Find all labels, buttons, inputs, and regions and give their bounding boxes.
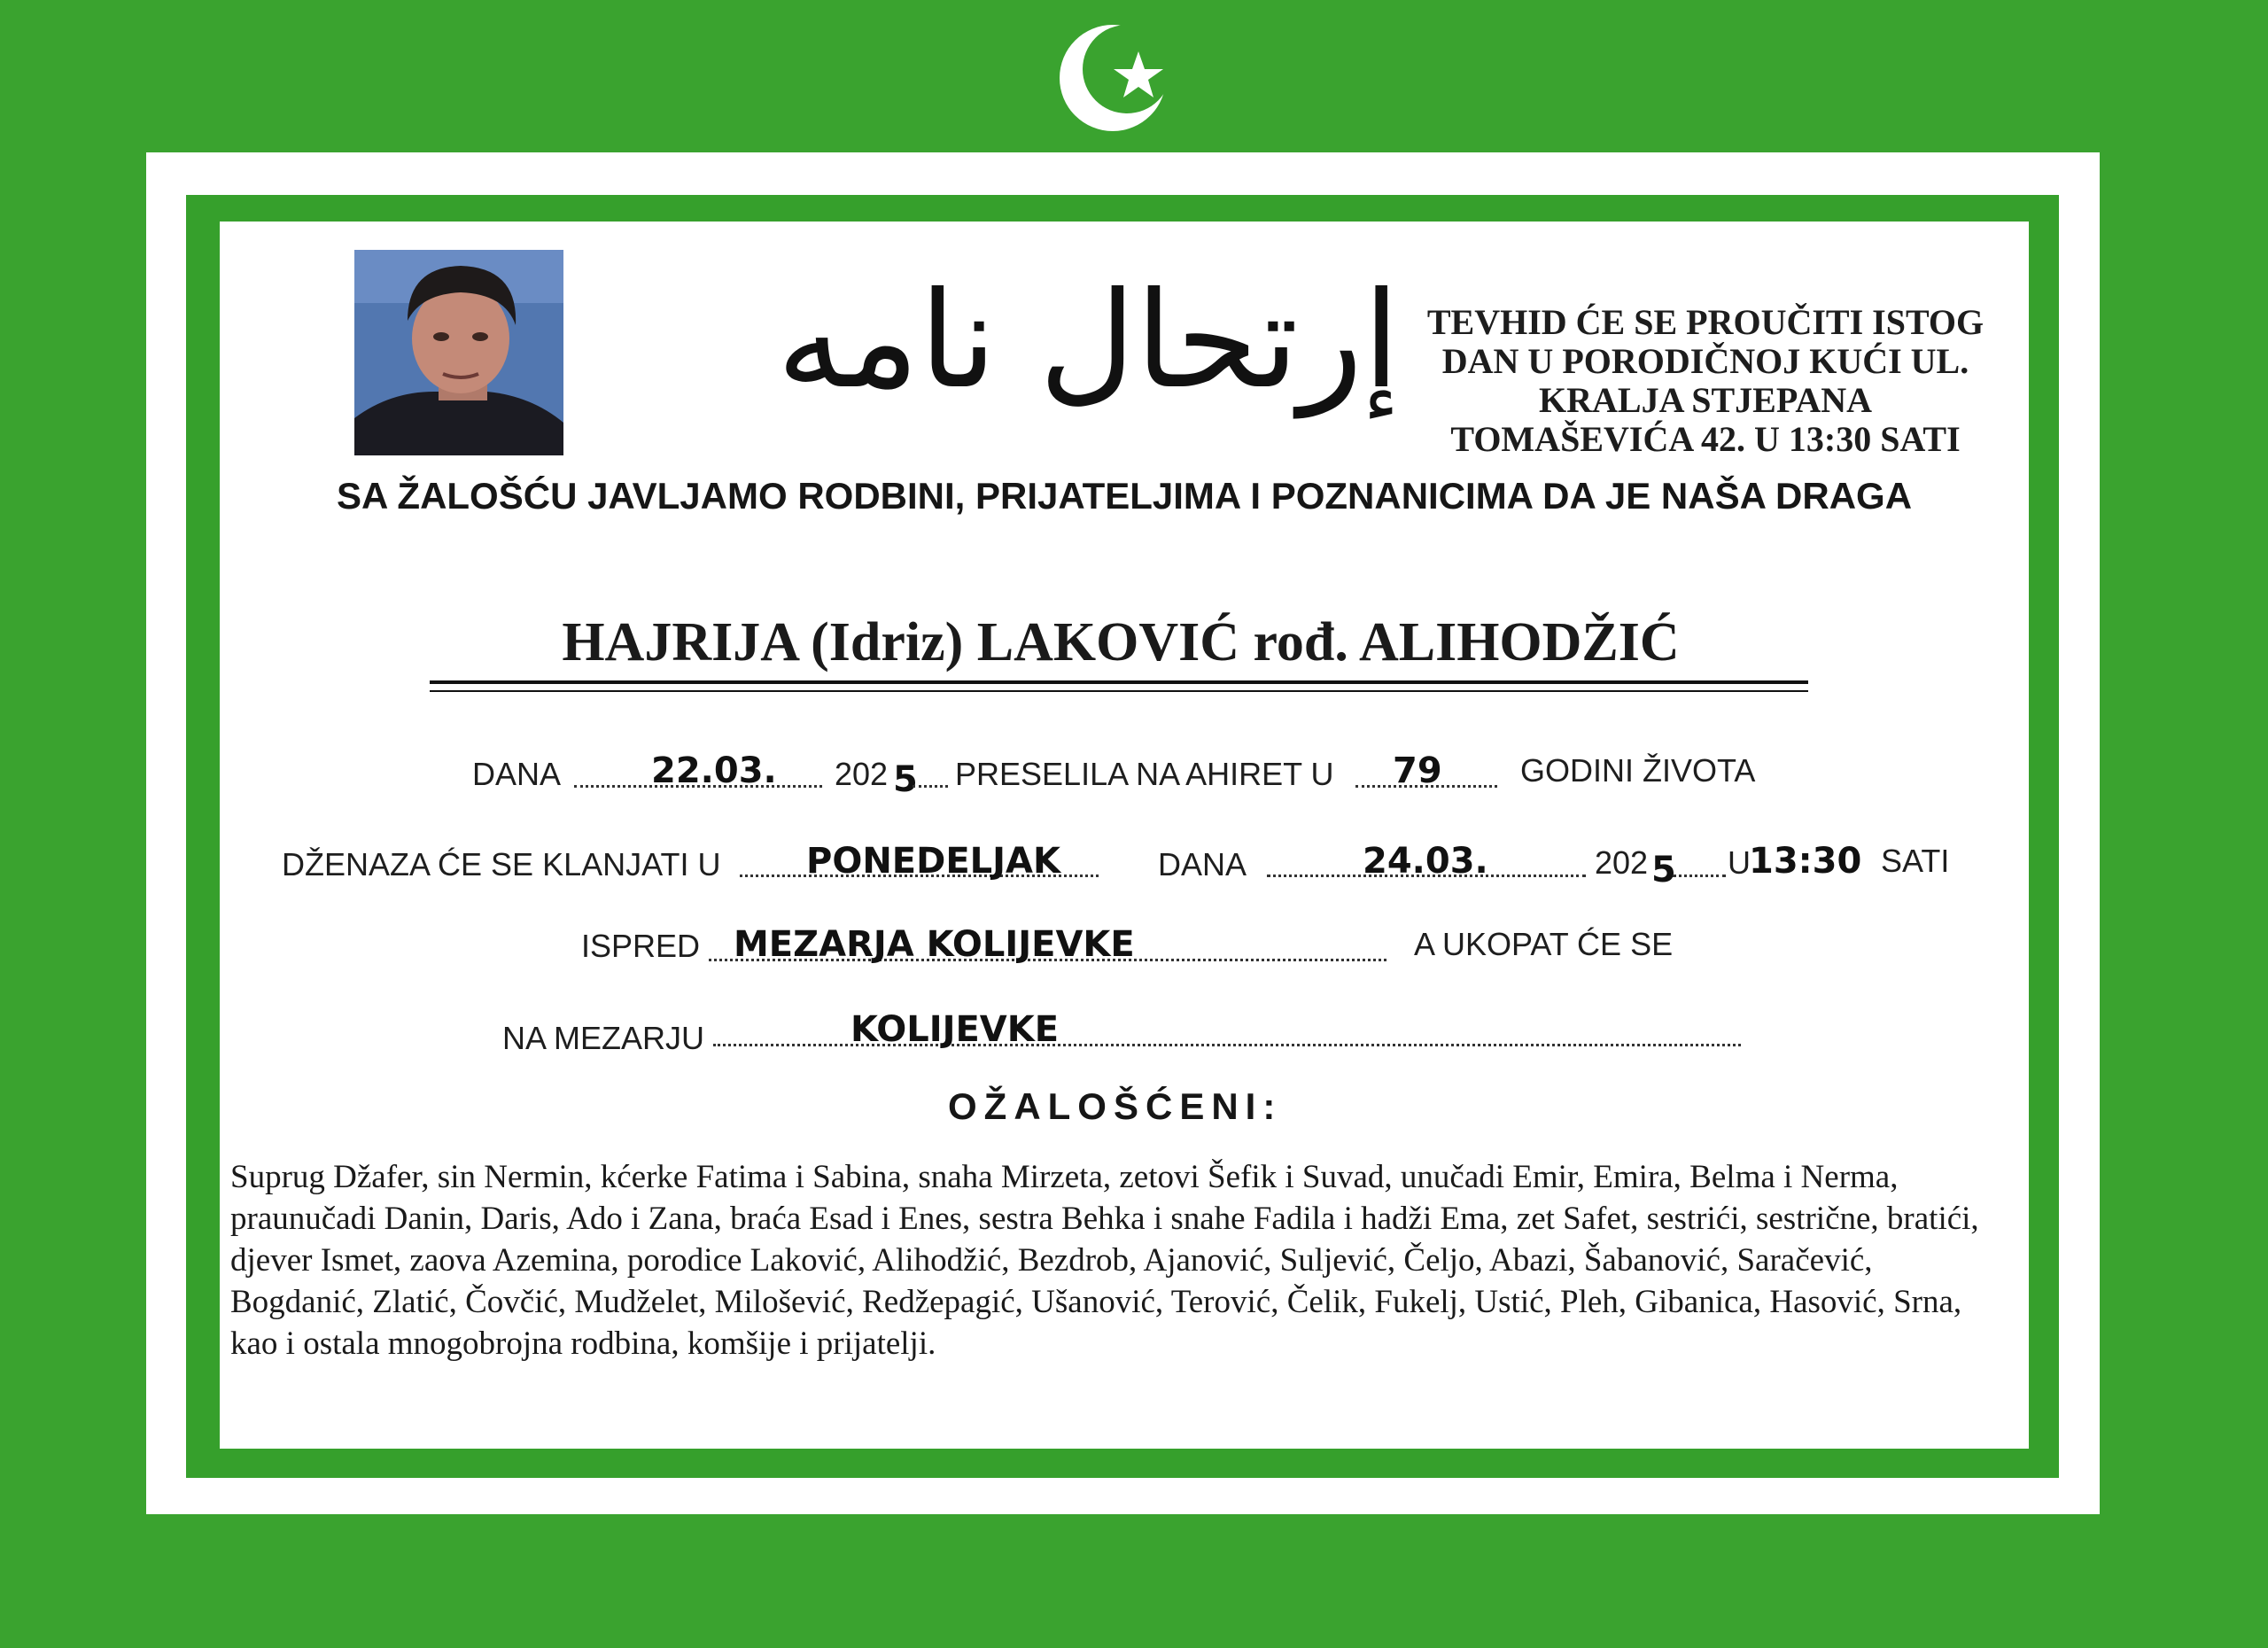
dzenaza-year-digit: 5 bbox=[1651, 850, 1676, 890]
announcement: SA ŽALOŠĆU JAVLJAMO RODBINI, PRIJATELJIMA I POZNANICIMA DA JE NAŠA DRAGA bbox=[336, 475, 1913, 517]
tevhid-line: TOMAŠEVIĆA 42. U 13:30 SATI bbox=[1450, 419, 1961, 459]
crescent-star-icon bbox=[1054, 16, 1178, 140]
dzenaza-date: 24.03. bbox=[1363, 841, 1488, 882]
u-label: U bbox=[1728, 844, 1751, 881]
tevhid-line: DAN U PORODIČNOJ KUĆI UL. bbox=[1441, 341, 1969, 381]
dotted-line bbox=[1673, 873, 1726, 877]
dzenaza-label: DŽENAZA ĆE SE KLANJATI U bbox=[282, 846, 721, 882]
year-prefix: 202 bbox=[835, 756, 889, 792]
year-digit: 5 bbox=[893, 759, 918, 800]
mezarje-place: KOLIJEVKE bbox=[850, 1009, 1060, 1050]
death-date: 22.03. bbox=[651, 750, 777, 791]
mourners-text: Suprug Džafer, sin Nermin, kćerke Fatima i Sabina, snaha Mirzeta, zetovi Šefik i Suvad, unučadi Emir, Emira, Belma i Nerma, praunučadi Danin, Daris, Ado i Zana, braća Esad i Enes, sestra Behka i snahe Fadila i hadži Ema, zet Safet, sestrići, sestrične, bratići, djever Ismet, zaova Azemina, porodice Laković, Alihodžić, Bezdrob, Ajanović, Suljević, Čeljo, Abazi, Šabanović, Saračević, Bogdanić, Zlatić, Čovčić, Mudželet, Milošević, Redžepagić, Ušanović, Terović, Čelik, Fukelj, Ustić, Pleh, Gibanica, Hasović, Srna, kao i ostala mnogobrojna rodbina, komšije i prijatelji. bbox=[230, 1159, 1979, 1362]
tevhid-notice bbox=[1400, 303, 2011, 459]
dzenaza-time: 13:30 bbox=[1749, 841, 1862, 882]
dana-label: DANA bbox=[472, 756, 562, 792]
tevhid-line: TEVHID ĆE SE PROUČITI ISTOG bbox=[1426, 302, 1984, 342]
sati-label: SATI bbox=[1881, 843, 1950, 879]
ispred-label: ISPRED bbox=[581, 928, 701, 964]
deceased-name: HAJRIJA (Idriz) LAKOVIĆ rođ. ALIHODŽIĆ bbox=[562, 612, 1680, 672]
mourners-title: OŽALOŠĆENI: bbox=[948, 1085, 1283, 1127]
portrait-photo bbox=[354, 250, 563, 455]
dzenaza-day: PONEDELJAK bbox=[806, 841, 1060, 882]
tevhid-line: KRALJA STJEPANA bbox=[1539, 380, 1872, 420]
ukopat-label: A UKOPAT ĆE SE bbox=[1414, 926, 1674, 962]
mezarje-label: NA MEZARJU bbox=[502, 1020, 705, 1056]
ispred-place: MEZARJA KOLIJEVKE bbox=[734, 924, 1135, 965]
arabic-title: إرتحال نامه bbox=[776, 264, 1400, 418]
age: 79 bbox=[1393, 750, 1442, 791]
dzenaza-dana-label: DANA bbox=[1158, 846, 1247, 882]
preselila-label: PRESELILA NA AHIRET U bbox=[955, 756, 1334, 792]
name-underline-thin bbox=[430, 690, 1808, 692]
dzenaza-year-prefix: 202 bbox=[1595, 844, 1649, 881]
godini-label: GODINI ŽIVOTA bbox=[1520, 752, 1756, 789]
name-underline bbox=[430, 680, 1808, 684]
dotted-line bbox=[913, 783, 948, 788]
